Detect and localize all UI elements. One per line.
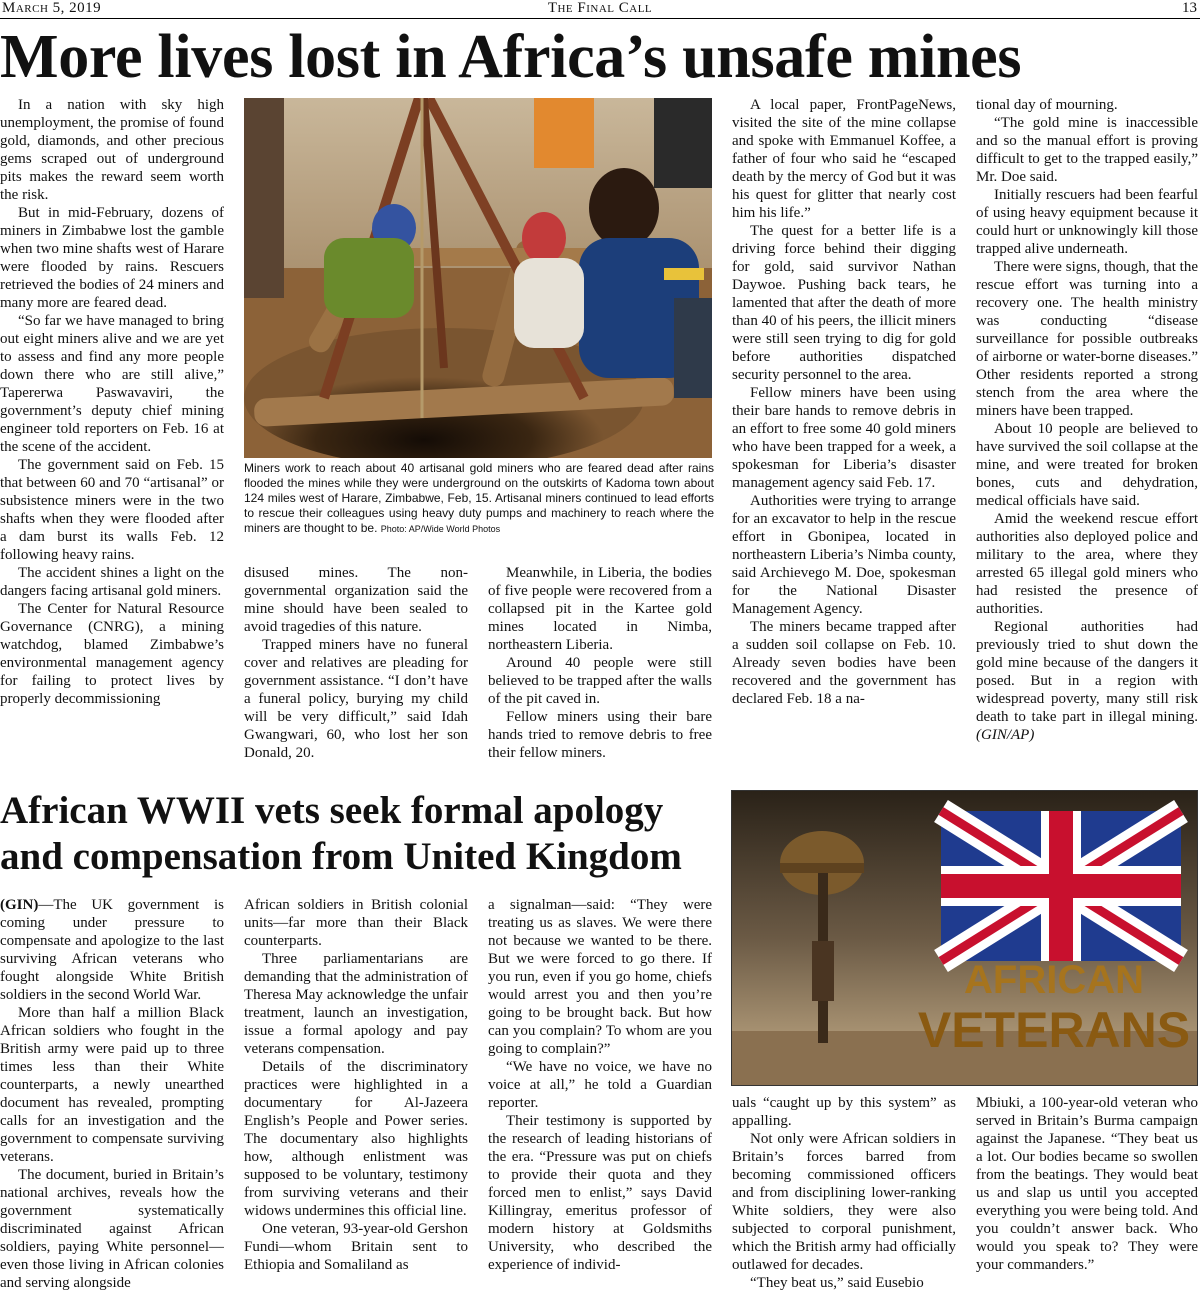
story2-headline <box>0 788 725 880</box>
story1-column-5 <box>976 96 1198 768</box>
paragraph: Meanwhile, in Liberia, the bodies of five people were recovered from a collapsed pit in the Kartee gold mines located in Nimba, northeastern Liberia. <box>488 565 712 653</box>
lead-paragraph <box>0 896 224 1004</box>
story1-column-4 <box>732 96 956 768</box>
paragraph: The quest for a better life is a driving force behind their digging for gold, said survivor Nathan Daywoe. Pushing back tears, he lamented that after the death of more than 40 of his peers, the illicit miners were still seen trying to dig for gold before authorities dispatched security personnel to the area. <box>732 223 956 383</box>
paragraph: About 10 people are believed to have survived the soil collapse at the mine, and were treated for broken bones, cuts and dehydration, medical officials have said. <box>976 421 1198 509</box>
paragraph: Around 40 people were still believed to be trapped after the walls of the pit caved in. <box>488 655 712 707</box>
paragraph: Fellow miners have been using their bare hands to remove debris in an effort to free some 40 gold miners who have been trapped for a week, a spokesman for Liberia’s disaster management agency said Feb. 17. <box>732 385 956 491</box>
story2-column-3 <box>488 896 712 1296</box>
paragraph: Authorities were trying to arrange for an excavator to help in the rescue effort in Gbonipea, located in northeastern Liberia’s Nimba county, said Archievego M. Doe, spokesman for the National Disaster Management Agency. <box>732 493 956 617</box>
headline-line-2: and compensation from United Kingdom <box>0 835 682 878</box>
paragraph: In a nation with sky high unemployment, the promise of found gold, diamonds, and other precious gems scraped out of underground pits makes the reward seem worth the risk. <box>0 97 224 203</box>
source-tag: (GIN/AP) <box>976 727 1035 743</box>
paragraph: a signalman—said: “They were treating us as slaves. We were there not because we wanted to be there. But we were forced to go there. If you run, even if you go home, chiefs would arrest you and then you’re going to be brought back. But how can you complain? To whom are you going to complain?” <box>488 897 712 1057</box>
paragraph: The document, buried in Britain’s national archives, reveals how the government systematically discriminated against African soldiers, paying White personnel—even those living in African colonies and serving alongside <box>0 1167 224 1291</box>
story1-column-3 <box>488 564 712 768</box>
paragraph: The miners became trapped after a sudden soil collapse on Feb. 10. Already seven bodies have been recovered and the government has declared Feb. 18 a na- <box>732 619 956 707</box>
page-number: 13 <box>1182 0 1197 16</box>
veterans-illustration <box>732 791 1197 1085</box>
paragraph: Their testimony is supported by the research of leading historians of the era. “Pressure was put on chiefs to provide their quota and they forced men to enlist,” says David Killingray, emeritus professor of modern history at Goldsmiths University, who described the experience of individ- <box>488 1113 712 1273</box>
paragraph: One veteran, 93-year-old Gershon Fundi—whom Britain sent to Ethiopia and Somaliland as <box>244 1221 468 1273</box>
paragraph: disused mines. The non-governmental organization said the mine should have been sealed to avoid tragedies of this nature. <box>244 565 468 635</box>
paragraph: The government said on Feb. 15 that between 60 and 70 “artisanal” or subsistence miners were in the two shafts when they were flooded after a dam burst its walls Feb. 12 following heavy rains. <box>0 457 224 563</box>
mine-rescue-illustration <box>244 98 712 458</box>
paragraph: But in mid-February, dozens of miners in Zimbabwe lost the gamble when two mine shafts west of Harare were flooded by rains. Rescuers retrieved the bodies of 24 miners and many more are feared dead. <box>0 205 224 311</box>
paragraph: “So far we have managed to bring out eight miners alive and we are yet to assess and find any more people down there who are still alive,” Tapererwa Paswavaviri, the government’s deputy chief mining engineer told reporters on Feb. 16 at the scene of the accident. <box>0 313 224 455</box>
page-header <box>0 0 1200 19</box>
image-text-african: AFRICAN <box>964 958 1144 1002</box>
paragraph: “They beat us,” said Eusebio <box>750 1275 924 1291</box>
paragraph: Initially rescuers had been fearful of using heavy equipment because it could hurt or unknowingly kill those trapped alive underneath. <box>976 187 1198 257</box>
paragraph: African soldiers in British colonial units—far more than their Black counterparts. <box>244 897 468 949</box>
paragraph: The Center for Natural Resource Governance (CNRG), a mining watchdog, blamed Zimbabwe’s environmental management agency for failing to protect lives by properly decommissioning <box>0 601 224 707</box>
photo-caption <box>244 461 714 537</box>
lead-text: —The UK government is coming under pressure to compensate and apologize to the last surviving African veterans who fought alongside White British soldiers in the second World War. <box>0 897 224 1003</box>
paragraph: uals “caught up by this system” as appalling. <box>732 1095 956 1129</box>
african-veterans-image <box>731 790 1198 1086</box>
story2-column-4 <box>732 1094 956 1296</box>
paragraph: Three parliamentarians are demanding that the administration of Theresa May acknowledge the unfair treatment, launch an investigation, issue a formal apology and pay veterans compensation. <box>244 951 468 1057</box>
story2-column-5 <box>976 1094 1198 1296</box>
story2-column-2 <box>244 896 468 1296</box>
story1-column-1 <box>0 96 224 768</box>
paragraph-text: Regional authorities had previously tried to shut down the gold mine because of the dangers it posed. But in a region with widespread poverty, many still risk death to take part in illegal mining. <box>976 619 1198 725</box>
paragraph: Not only were African soldiers in Britain’s forces barred from becoming commissioned officers and from disciplining lower-ranking White soldiers, they were also subjected to corporal punishment, which the British army had officially outlawed for decades. <box>732 1131 956 1273</box>
paragraph: Amid the weekend rescue effort authorities also deployed police and military to the area, where they arrested 65 illegal gold miners who had resisted the presence of authorities. <box>976 511 1198 617</box>
paragraph: There were signs, though, that the rescue effort was turning into a recovery one. The health ministry was conducting “disease surveillance for possible outbreaks of airborne or water-borne diseases.” Other residents reported a strong stench from the area where the miners have been trapped. <box>976 259 1198 419</box>
union-jack-flag <box>941 811 1181 961</box>
paragraph-last <box>976 618 1198 744</box>
paragraph: The accident shines a light on the dangers facing artisanal gold miners. <box>0 565 224 599</box>
story1-column-2 <box>244 564 468 768</box>
newspaper-name: The Final Call <box>547 0 653 16</box>
paragraph: “We have no voice, we have no voice at all,” he told a Guardian reporter. <box>488 1059 712 1111</box>
paragraph: Details of the discriminatory practices were highlighted in a documentary for Al-Jazeera English’s People and Power series. The documentary also highlights how, although enlistment was supposed to be voluntary, testimony from surviving veterans and their widows undermines this official line. <box>244 1059 468 1219</box>
mine-rescue-photo <box>244 98 712 458</box>
image-text-veterans: VETERANS <box>917 1002 1191 1058</box>
paragraph: “The gold mine is inaccessible and so the manual effort is proving difficult to get to the trapped easily,” Mr. Doe said. <box>976 115 1198 185</box>
story1-headline: More lives lost in Africa’s unsafe mines <box>0 23 1022 91</box>
paragraph: Fellow miners using their bare hands tried to remove debris to free their fellow miners. <box>488 709 712 761</box>
headline-line-1: African WWII vets seek formal apology <box>0 789 664 832</box>
story2-column-1 <box>0 896 224 1296</box>
paragraph: More than half a million Black African soldiers who fought in the British army were paid up to three times less than their White counterparts, a newly unearthed document has revealed, prompting calls for an investigation and the government to compensate surviving veterans. <box>0 1005 224 1165</box>
paragraph: tional day of mourning. <box>976 97 1118 113</box>
photo-credit: Photo: AP/Wide World Photos <box>380 524 501 534</box>
issue-date: March 5, 2019 <box>2 0 102 16</box>
dateline: (GIN) <box>0 897 39 913</box>
caption-text: Miners work to reach about 40 artisanal gold miners who are feared dead after rains flooded the mines while they were underground on the outskirts of Kadoma town about 124 miles west of Harare, Zimbabwe, Feb, 15. Artisanal miners continued to lead efforts to rescue their colleagues using heavy duty pumps and machinery to reach where the miners are thought to be. <box>244 461 714 535</box>
paragraph: A local paper, FrontPageNews, visited the site of the mine collapse and spoke with Emmanuel Koffee, a father of four who said he “escaped death by the mercy of God but it was his quest for glitter that nearly cost him his life.” <box>732 97 956 221</box>
paragraph: Trapped miners have no funeral cover and relatives are pleading for government assistance. “I don’t have a funeral policy, burying my child will be very difficult,” said Idah Gwangwari, 60, who lost her son Donald, 20. <box>244 637 468 761</box>
paragraph: Mbiuki, a 100-year-old veteran who served in Britain’s Burma campaign against the Japanese. “They beat us a lot. Our bodies became so swollen from the beatings. They would beat us and slap us until you accepted everything you were being told. And you couldn’t answer back. Who would you speak to? They were your commanders.” <box>976 1095 1198 1273</box>
